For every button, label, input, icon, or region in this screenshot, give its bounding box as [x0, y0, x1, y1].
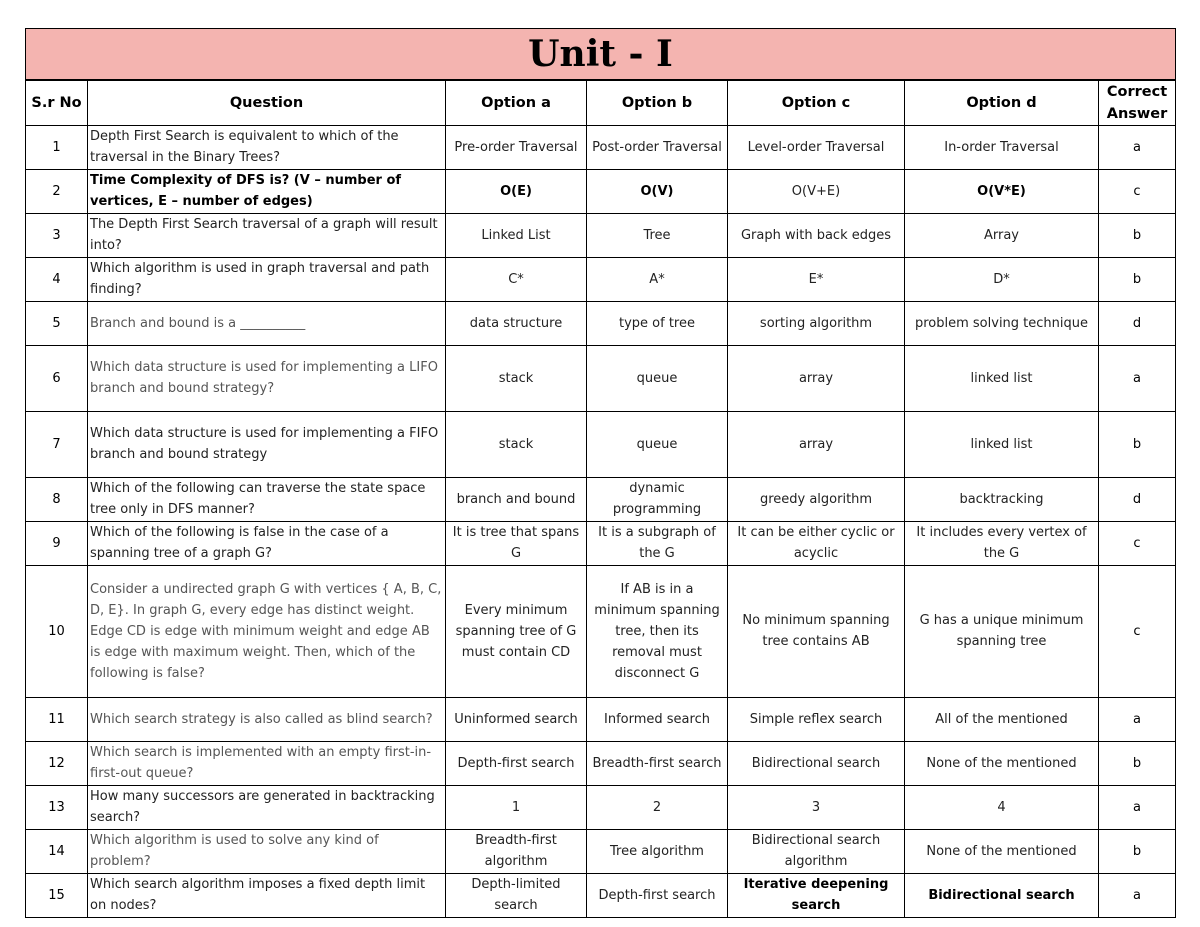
cell-option-b: Tree — [587, 213, 728, 257]
cell-sr-no: 15 — [26, 873, 88, 917]
cell-option-d: Array — [905, 213, 1099, 257]
cell-option-d: None of the mentioned — [905, 829, 1099, 873]
table-row — [26, 125, 1176, 169]
cell-question: Which of the following is false in the case of a spanning tree of a graph G? — [88, 521, 446, 565]
cell-option-a: O(E) — [446, 169, 587, 213]
cell-option-d: It includes every vertex of the G — [905, 521, 1099, 565]
cell-correct-answer: c — [1099, 565, 1176, 697]
table-row — [26, 521, 1176, 565]
cell-sr-no: 14 — [26, 829, 88, 873]
cell-sr-no: 7 — [26, 411, 88, 477]
cell-sr-no: 3 — [26, 213, 88, 257]
cell-option-a: stack — [446, 345, 587, 411]
cell-option-b: 2 — [587, 785, 728, 829]
table-row — [26, 741, 1176, 785]
cell-question: Which data structure is used for implementing a FIFO branch and bound strategy — [88, 411, 446, 477]
cell-option-c: array — [728, 411, 905, 477]
cell-sr-no: 11 — [26, 697, 88, 741]
cell-question: Which data structure is used for implementing a LIFO branch and bound strategy? — [88, 345, 446, 411]
cell-option-b: Tree algorithm — [587, 829, 728, 873]
question-rows — [26, 125, 1176, 917]
cell-option-a: It is tree that spans G — [446, 521, 587, 565]
cell-option-d: In-order Traversal — [905, 125, 1099, 169]
cell-option-c: Bidirectional search algorithm — [728, 829, 905, 873]
header-option-d: Option d — [905, 80, 1099, 126]
cell-option-a: Uninformed search — [446, 697, 587, 741]
cell-option-c: array — [728, 345, 905, 411]
cell-option-a: data structure — [446, 301, 587, 345]
cell-question: Consider a undirected graph G with vertices { A, B, C, D, E}. In graph G, every edge has distinct weight. Edge CD is edge with minimum weight and edge AB is edge with maximum weight. Then, which of the following is false? — [88, 565, 446, 697]
header-option-b: Option b — [587, 80, 728, 126]
cell-option-d: D* — [905, 257, 1099, 301]
cell-correct-answer: a — [1099, 125, 1176, 169]
table-row — [26, 257, 1176, 301]
cell-option-d: backtracking — [905, 477, 1099, 521]
cell-sr-no: 13 — [26, 785, 88, 829]
table-row — [26, 873, 1176, 917]
header-sr-no: S.r No — [26, 80, 88, 126]
cell-correct-answer: b — [1099, 257, 1176, 301]
mcq-table — [25, 28, 1176, 918]
cell-option-b: queue — [587, 345, 728, 411]
cell-sr-no: 9 — [26, 521, 88, 565]
header-option-c: Option c — [728, 80, 905, 126]
cell-option-d: linked list — [905, 345, 1099, 411]
cell-sr-no: 1 — [26, 125, 88, 169]
cell-option-b: queue — [587, 411, 728, 477]
cell-option-c: E* — [728, 257, 905, 301]
cell-sr-no: 5 — [26, 301, 88, 345]
cell-option-a: Breadth-first algorithm — [446, 829, 587, 873]
cell-option-d: linked list — [905, 411, 1099, 477]
cell-option-c: greedy algorithm — [728, 477, 905, 521]
cell-option-b: A* — [587, 257, 728, 301]
cell-option-c: sorting algorithm — [728, 301, 905, 345]
cell-question: Which search algorithm imposes a fixed depth limit on nodes? — [88, 873, 446, 917]
cell-option-a: Depth-first search — [446, 741, 587, 785]
cell-correct-answer: b — [1099, 741, 1176, 785]
cell-option-a: Depth-limited search — [446, 873, 587, 917]
cell-question: Which search is implemented with an empty first-in-first-out queue? — [88, 741, 446, 785]
header-question: Question — [88, 80, 446, 126]
cell-correct-answer: b — [1099, 411, 1176, 477]
table-row — [26, 829, 1176, 873]
cell-correct-answer: a — [1099, 697, 1176, 741]
cell-option-d: 4 — [905, 785, 1099, 829]
cell-option-b: Post-order Traversal — [587, 125, 728, 169]
cell-question: Which of the following can traverse the state space tree only in DFS manner? — [88, 477, 446, 521]
cell-option-c: 3 — [728, 785, 905, 829]
cell-option-b: dynamic programming — [587, 477, 728, 521]
cell-option-c: Simple reflex search — [728, 697, 905, 741]
cell-correct-answer: c — [1099, 169, 1176, 213]
cell-option-a: Pre-order Traversal — [446, 125, 587, 169]
cell-option-c: No minimum spanning tree contains AB — [728, 565, 905, 697]
cell-option-b: O(V) — [587, 169, 728, 213]
table-row — [26, 785, 1176, 829]
cell-option-d: problem solving technique — [905, 301, 1099, 345]
cell-question: Branch and bound is a __________ — [88, 301, 446, 345]
cell-option-d: O(V*E) — [905, 169, 1099, 213]
cell-option-a: C* — [446, 257, 587, 301]
cell-option-c: O(V+E) — [728, 169, 905, 213]
cell-sr-no: 6 — [26, 345, 88, 411]
cell-sr-no: 2 — [26, 169, 88, 213]
cell-option-c: Graph with back edges — [728, 213, 905, 257]
cell-option-b: type of tree — [587, 301, 728, 345]
cell-sr-no: 4 — [26, 257, 88, 301]
cell-question: How many successors are generated in backtracking search? — [88, 785, 446, 829]
cell-correct-answer: b — [1099, 829, 1176, 873]
cell-option-a: Linked List — [446, 213, 587, 257]
cell-correct-answer: b — [1099, 213, 1176, 257]
cell-option-c: Level-order Traversal — [728, 125, 905, 169]
cell-option-d: G has a unique minimum spanning tree — [905, 565, 1099, 697]
cell-option-b: If AB is in a minimum spanning tree, then its removal must disconnect G — [587, 565, 728, 697]
cell-question: Which algorithm is used to solve any kind of problem? — [88, 829, 446, 873]
cell-option-b: Depth-first search — [587, 873, 728, 917]
table-row — [26, 565, 1176, 697]
unit-title: Unit - I — [26, 29, 1176, 80]
cell-correct-answer: d — [1099, 301, 1176, 345]
header-correct-answer: Correct Answer — [1099, 80, 1176, 126]
cell-question: Which algorithm is used in graph traversal and path finding? — [88, 257, 446, 301]
cell-option-c: Bidirectional search — [728, 741, 905, 785]
cell-option-a: branch and bound — [446, 477, 587, 521]
cell-correct-answer: a — [1099, 873, 1176, 917]
cell-correct-answer: c — [1099, 521, 1176, 565]
table-row — [26, 477, 1176, 521]
cell-option-d: None of the mentioned — [905, 741, 1099, 785]
cell-question: Time Complexity of DFS is? (V – number of vertices, E – number of edges) — [88, 169, 446, 213]
cell-sr-no: 12 — [26, 741, 88, 785]
table-row — [26, 169, 1176, 213]
cell-question: Depth First Search is equivalent to which of the traversal in the Binary Trees? — [88, 125, 446, 169]
cell-option-a: 1 — [446, 785, 587, 829]
cell-option-b: Informed search — [587, 697, 728, 741]
cell-correct-answer: a — [1099, 345, 1176, 411]
cell-option-b: It is a subgraph of the G — [587, 521, 728, 565]
table-row — [26, 213, 1176, 257]
header-option-a: Option a — [446, 80, 587, 126]
cell-sr-no: 10 — [26, 565, 88, 697]
cell-correct-answer: a — [1099, 785, 1176, 829]
table-row — [26, 697, 1176, 741]
cell-sr-no: 8 — [26, 477, 88, 521]
cell-option-b: Breadth-first search — [587, 741, 728, 785]
cell-question: The Depth First Search traversal of a graph will result into? — [88, 213, 446, 257]
cell-option-d: All of the mentioned — [905, 697, 1099, 741]
cell-option-a: stack — [446, 411, 587, 477]
cell-option-c: Iterative deepening search — [728, 873, 905, 917]
table-row — [26, 301, 1176, 345]
table-row — [26, 411, 1176, 477]
table-row — [26, 345, 1176, 411]
cell-question: Which search strategy is also called as blind search? — [88, 697, 446, 741]
cell-option-a: Every minimum spanning tree of G must contain CD — [446, 565, 587, 697]
cell-correct-answer: d — [1099, 477, 1176, 521]
cell-option-d: Bidirectional search — [905, 873, 1099, 917]
cell-option-c: It can be either cyclic or acyclic — [728, 521, 905, 565]
